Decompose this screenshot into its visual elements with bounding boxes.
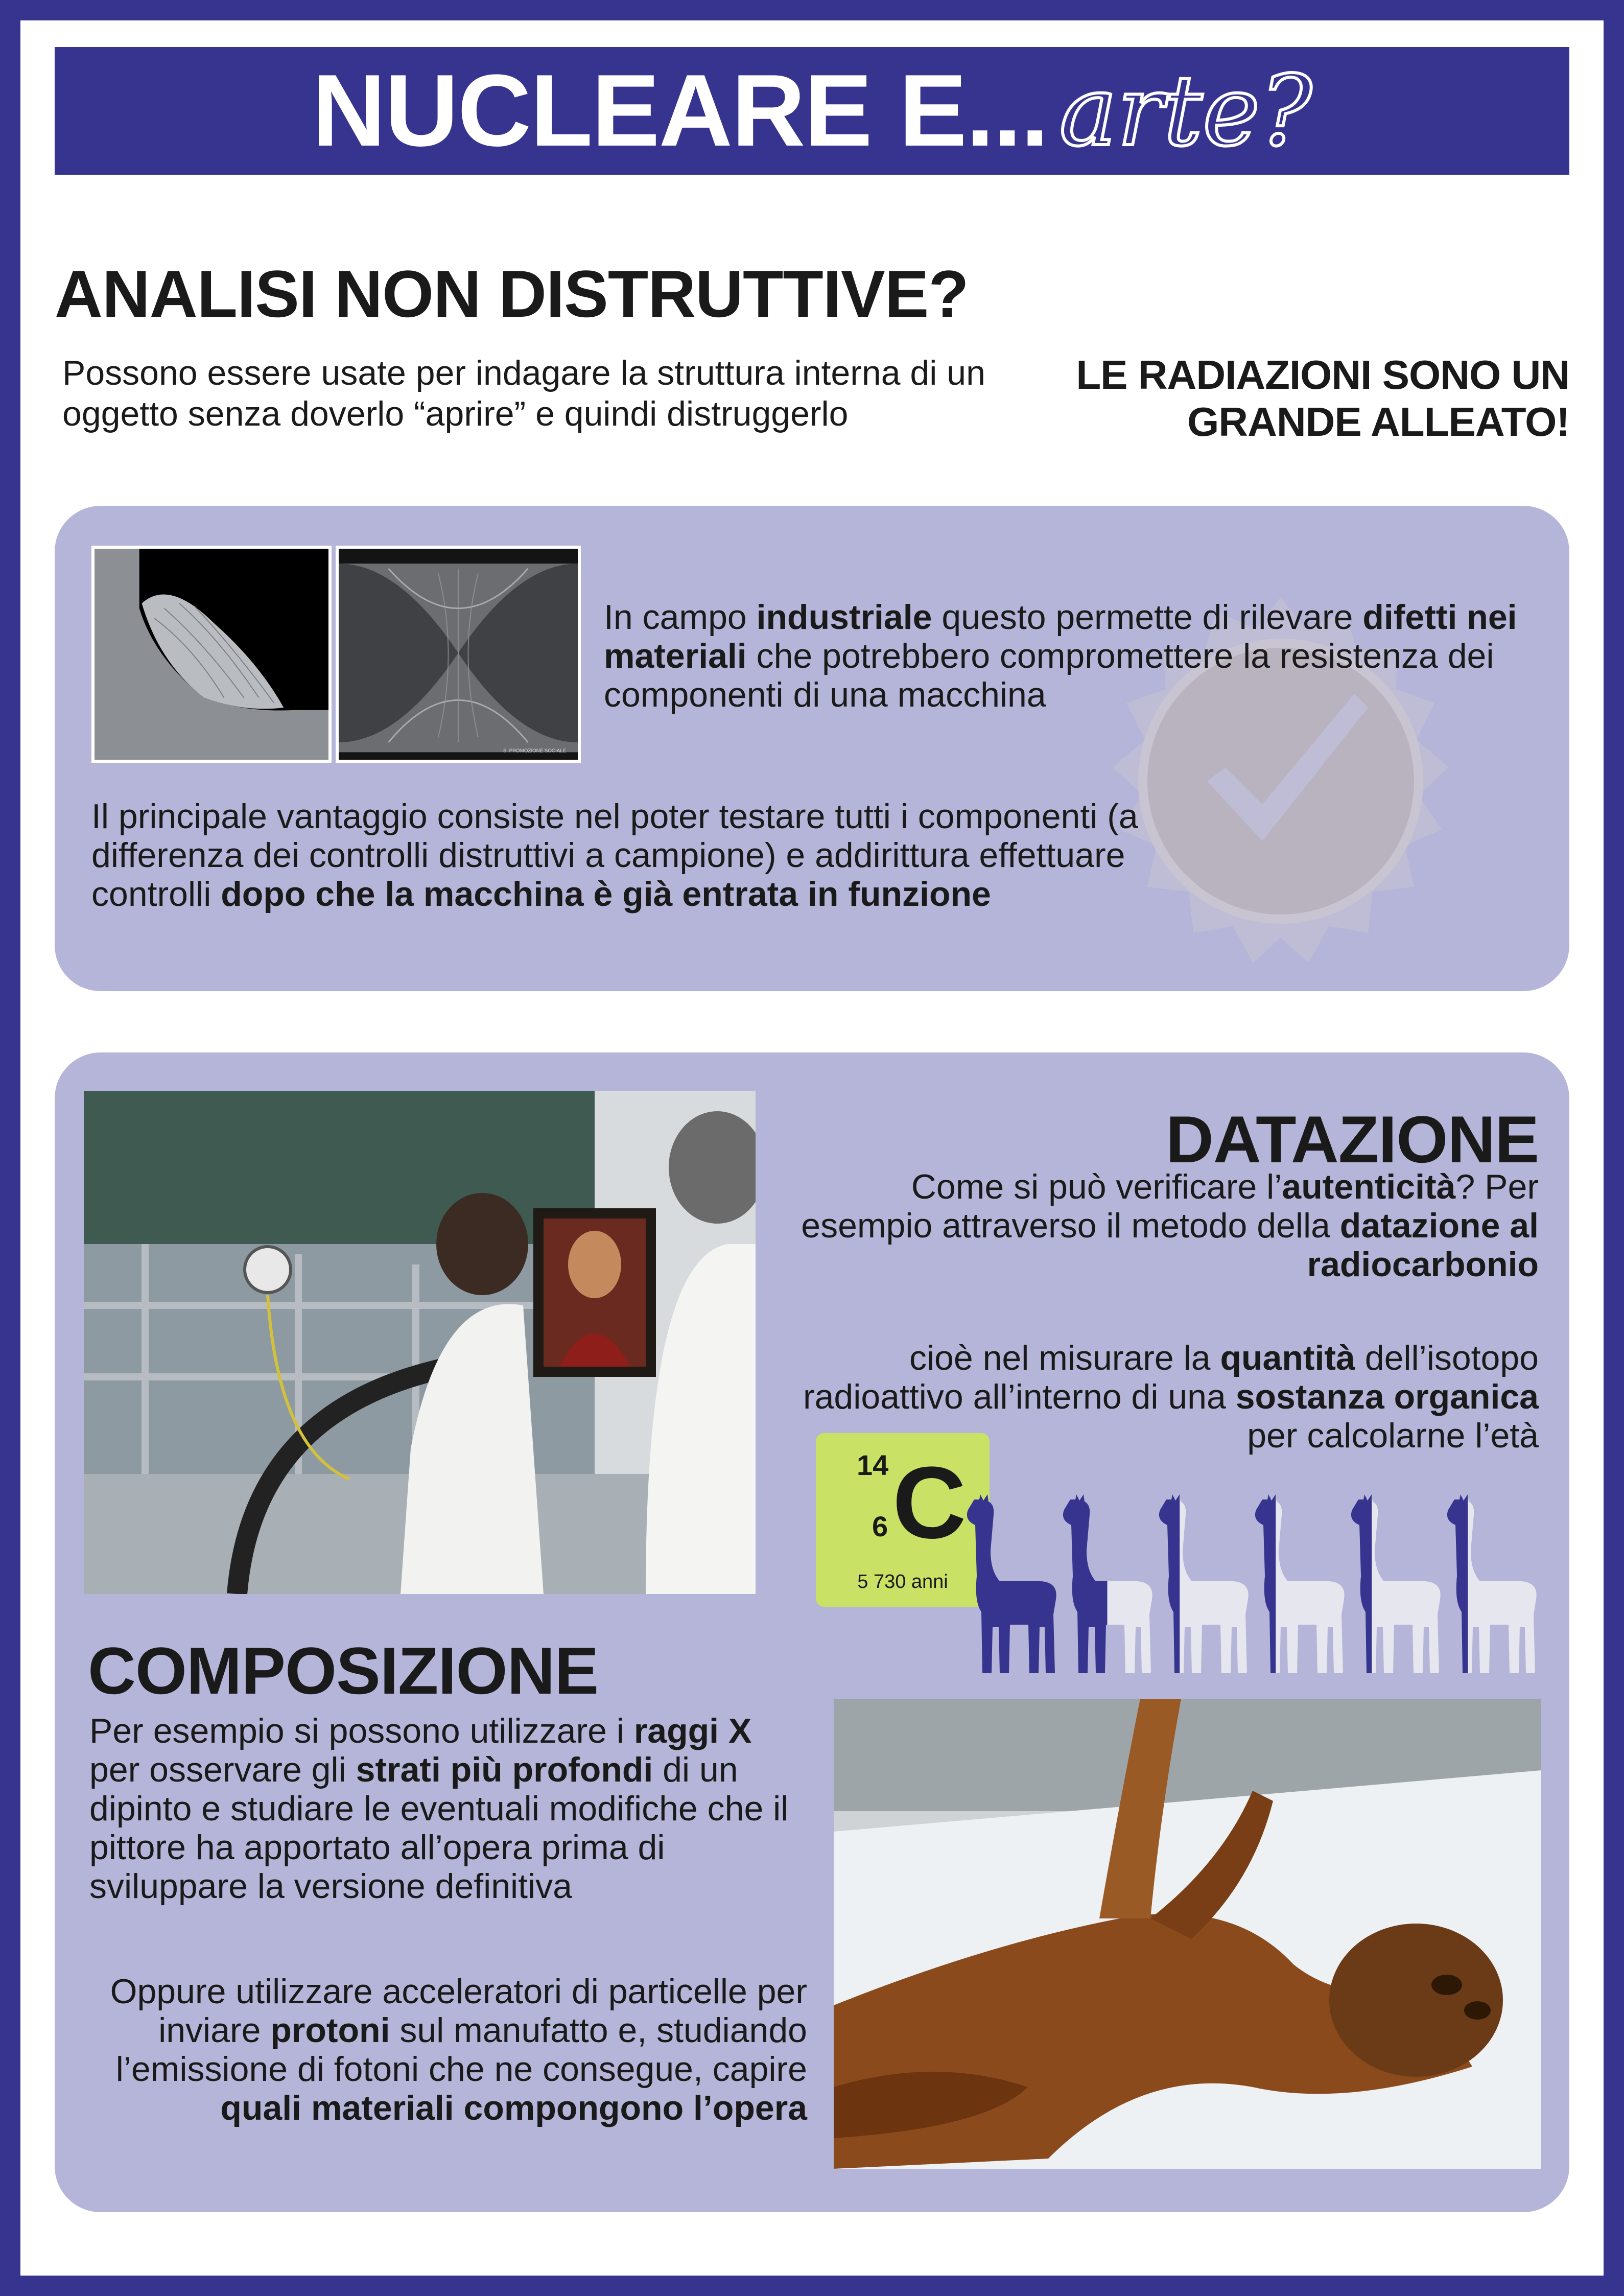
composizione-heading: COMPOSIZIONE <box>88 1633 599 1708</box>
art-analysis-panel <box>55 1052 1569 2212</box>
radiation-ally-callout: LE RADIAZIONI SONO UN GRANDE ALLEATO! <box>1076 352 1569 444</box>
advantage-text: Il principale vantaggio consiste nel poter testare tutti i componenti (a differenza dei controlli distruttivi a campione) e addirittura effettuare controlli dopo che la macchina è già entrata in funzione <box>91 797 1138 913</box>
industrial-text: In campo industriale questo permette di rilevare difetti nei materiali che potrebbero compromettere la resistenza dei componenti di una macchina <box>604 598 1517 714</box>
weld-xray-image-left <box>91 546 332 763</box>
accelerator-lab-photo <box>84 1091 756 1594</box>
llama-icon <box>967 1494 1056 1673</box>
industrial-panel <box>55 506 1569 991</box>
llama-icon <box>1159 1494 1249 1673</box>
title-italic: arte? <box>1059 54 1312 168</box>
llama-icon <box>1447 1494 1537 1673</box>
carbon-symbol: C <box>892 1446 964 1560</box>
radiocarbon-text: cioè nel misurare la quantità dell’isotopo radioattivo all’interno di una sostanza organica per calcolarne l’età <box>803 1339 1539 1455</box>
carbon-atomic-number: 6 <box>872 1510 888 1542</box>
weld-image-caption: S. PROMOZIONE SOCIALE <box>503 748 567 754</box>
analisi-heading: ANALISI NON DISTRUTTIVE? <box>55 256 969 331</box>
carbon-mass-number: 14 <box>857 1449 889 1481</box>
llama-icon <box>1063 1494 1152 1673</box>
carbon-half-life: 5 730 anni <box>857 1571 948 1592</box>
datazione-text: Come si può verificare l’autenticità? Per esempio attraverso il metodo della datazione al radiocarbonio <box>801 1167 1539 1284</box>
llama-icon <box>1255 1494 1345 1673</box>
llama-icon <box>1351 1494 1441 1673</box>
mummy-photo <box>834 1699 1541 2169</box>
title-main: NUCLEARE E... <box>312 54 1048 168</box>
xray-composition-text: Per esempio si possono utilizzare i raggi X per osservare gli strati più profondi di un dipinto e studiare le eventuali modifiche che il pittore ha apportato all’opera prima di sviluppare la versione definitiva <box>89 1712 789 1906</box>
datazione-heading: DATAZIONE <box>1166 1102 1539 1177</box>
carbon-14-tile <box>816 1433 990 1607</box>
proton-composition-text: Oppure utilizzare acceleratori di particelle per inviare protoni sul manufatto e, studiando l’emissione di fotoni che ne consegue, capire quali materiali compongono l’opera <box>110 1972 807 2127</box>
weld-xray-image-right <box>336 546 581 763</box>
title-banner <box>55 47 1569 175</box>
decay-llamas-illustration <box>964 1494 1546 1678</box>
analisi-intro: Possono essere usate per indagare la struttura interna di un oggetto senza doverlo “aprire” e quindi distruggerlo <box>62 354 985 433</box>
